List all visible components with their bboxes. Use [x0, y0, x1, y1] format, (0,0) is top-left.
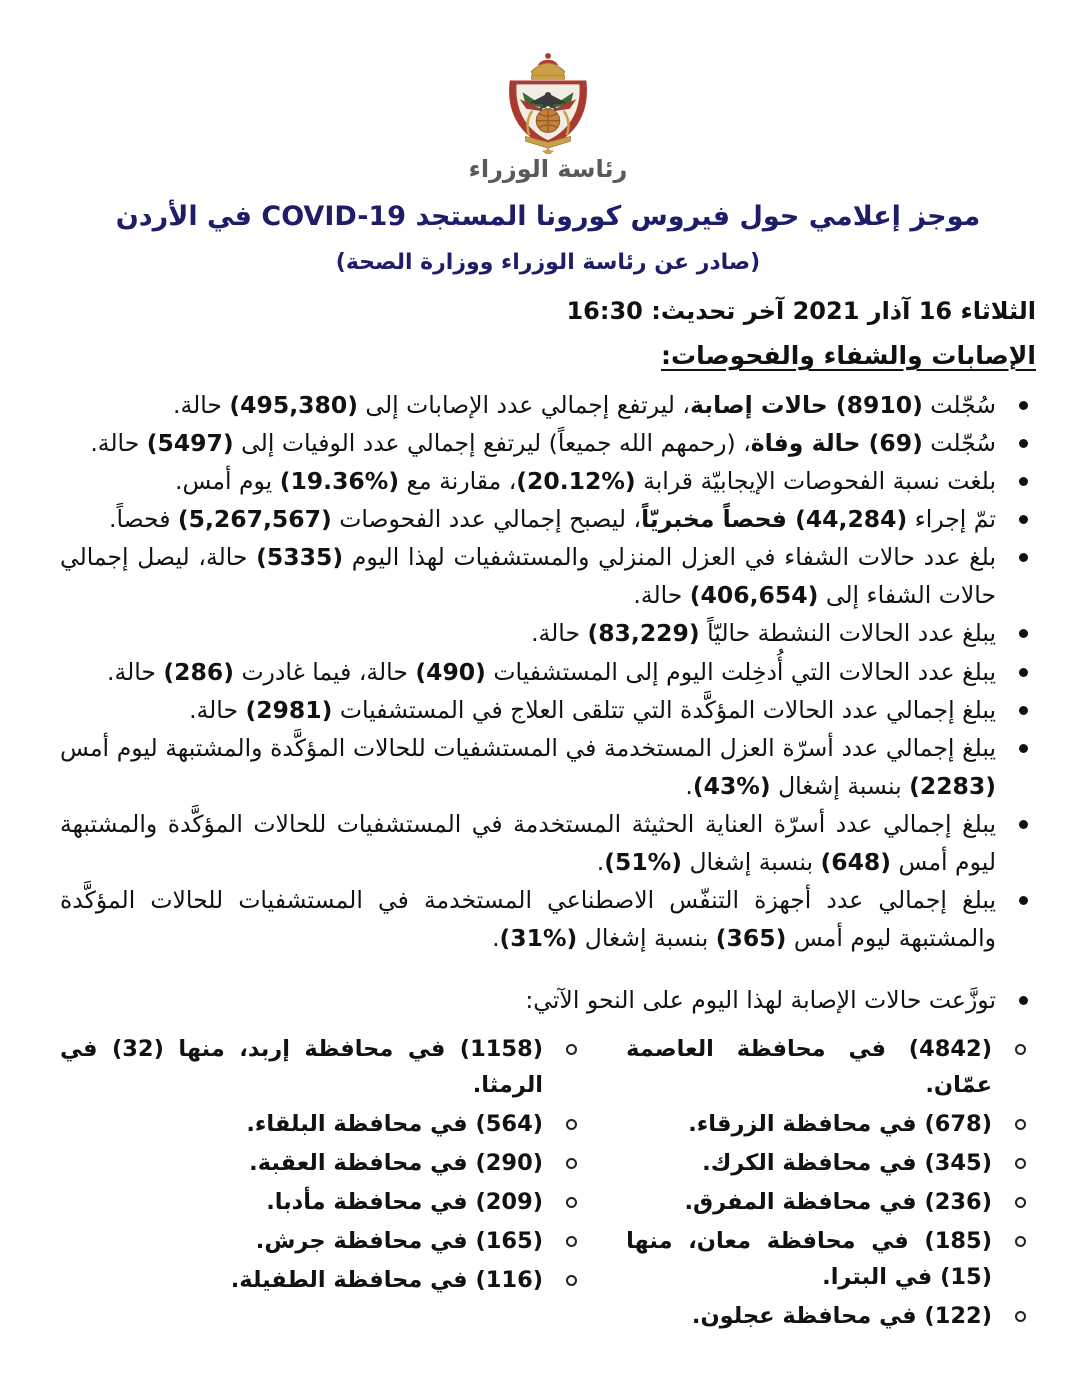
- governorate-item: [626, 1145, 1036, 1181]
- circle-bullet-icon: [566, 1275, 577, 1286]
- stat-bullet-text: يبلغ إجمالي عدد الحالات المؤكَّدة التي تتلقى العلاج في المستشفيات (2981) حالة.: [189, 695, 996, 724]
- governorate-text: (236) في محافظة المفرق.: [684, 1189, 992, 1216]
- bullet-dot-icon: [1019, 996, 1028, 1005]
- bullet-dot-icon: [1019, 820, 1028, 829]
- circle-bullet-icon: [1015, 1158, 1026, 1169]
- bullet-dot-icon: [1019, 439, 1028, 448]
- governorate-item: [626, 1106, 1036, 1142]
- stat-bullet-item: [60, 729, 1036, 805]
- stat-bullet-text: يبلغ إجمالي عدد أسرّة العناية الحثيثة المستخدمة في المستشفيات للحالات المؤكَّدة والمشتبهة ليوم أمس (648) بنسبة إشغال (%51).: [60, 809, 996, 876]
- stat-bullet-item: [60, 500, 1036, 538]
- governorate-item: [626, 1298, 1036, 1334]
- stat-bullet-text: يبلغ إجمالي عدد أسرّة العزل المستخدمة في المستشفيات للحالات المؤكَّدة والمشتبهة ليوم أمس (2283) بنسبة إشغال (%43).: [60, 733, 996, 800]
- stat-bullet-text: تمّ إجراء (44,284) فحصاً مخبريّاً، ليصبح إجمالي عدد الفحوصات (5,267,567) فحصاً.: [109, 505, 996, 534]
- stat-bullet-item: [60, 691, 1036, 729]
- stat-bullet-text: سُجّلت (69) حالة وفاة، (رحمهم الله جميعاً) ليرتفع إجمالي عدد الوفيات إلى (5497) حالة.: [90, 429, 996, 458]
- bullet-dot-icon: [1019, 896, 1028, 905]
- document-header: [60, 52, 1036, 275]
- jordan-coat-of-arms-logo: [489, 52, 607, 154]
- governorate-text: (290) في محافظة العقبة.: [249, 1150, 544, 1177]
- bullet-dot-icon: [1019, 553, 1028, 562]
- governorate-item: [60, 1184, 587, 1220]
- governorate-item: [60, 1145, 587, 1181]
- circle-bullet-icon: [1015, 1044, 1026, 1055]
- page-subtitle: (صادر عن رئاسة الوزراء ووزارة الصحة): [335, 250, 761, 276]
- bullet-dot-icon: [1019, 515, 1028, 524]
- stat-bullet-item: [60, 805, 1036, 881]
- circle-bullet-icon: [566, 1044, 577, 1055]
- governorate-text: (564) في محافظة البلقاء.: [246, 1111, 544, 1138]
- distribution-column-left: [60, 1031, 587, 1337]
- distribution-intro-text: توزَّعت حالات الإصابة لهذا اليوم على النحو الآتي:: [525, 986, 996, 1015]
- governorate-text: (165) في محافظة جرش.: [255, 1228, 544, 1255]
- bullet-dot-icon: [1019, 744, 1028, 753]
- stat-bullet-text: بلغت نسبة الفحوصات الإيجابيّة قرابة (%20.12)، مقارنة مع (%19.36) يوم أمس.: [174, 467, 996, 496]
- circle-bullet-icon: [566, 1197, 577, 1208]
- stat-bullet-item: [60, 462, 1036, 500]
- distribution-columns: [60, 1031, 1036, 1337]
- bullet-dot-icon: [1019, 668, 1028, 677]
- section-heading: الإصابات والشفاء والفحوصات:: [661, 341, 1036, 371]
- circle-bullet-icon: [1015, 1236, 1026, 1247]
- stat-bullet-text: يبلغ عدد الحالات التي أُدخِلت اليوم إلى المستشفيات (490) حالة، فيما غادرت (286) حالة.: [107, 657, 996, 686]
- circle-bullet-icon: [1015, 1197, 1026, 1208]
- governorate-item: [626, 1223, 1036, 1295]
- circle-bullet-icon: [566, 1158, 577, 1169]
- governorate-text: (4842) في محافظة العاصمة عمّان.: [626, 1036, 992, 1099]
- governorate-text: (345) في محافظة الكرك.: [702, 1150, 992, 1177]
- governorate-item: [60, 1223, 587, 1259]
- bullet-dot-icon: [1019, 706, 1028, 715]
- governorate-text: (116) في محافظة الطفيلة.: [230, 1267, 544, 1294]
- circle-bullet-icon: [1015, 1119, 1026, 1130]
- circle-bullet-icon: [1015, 1311, 1026, 1322]
- stat-bullet-text: يبلغ إجمالي عدد أجهزة التنفّس الاصطناعي المستخدمة في المستشفيات للحالات المؤكَّدة والمشتبهة ليوم أمس (365) بنسبة إشغال (%31).: [60, 885, 996, 952]
- governorate-item: [60, 1262, 587, 1298]
- governorate-text: (185) في محافظة معان، منها (15) في البترا.: [626, 1228, 992, 1291]
- governorate-text: (678) في محافظة الزرقاء.: [688, 1111, 992, 1138]
- bullet-dot-icon: [1019, 629, 1028, 638]
- section-heading-wrap: [60, 341, 1036, 370]
- governorate-item: [626, 1031, 1036, 1103]
- governorate-item: [60, 1031, 587, 1103]
- circle-bullet-icon: [566, 1119, 577, 1130]
- distribution-intro: [60, 981, 1036, 1019]
- stat-bullet-text: يبلغ عدد الحالات النشطة حاليّاً (83,229) حالة.: [531, 619, 996, 648]
- distribution-column-right: [626, 1031, 1036, 1337]
- date-line: الثلاثاء 16 آذار 2021 آخر تحديث: 16:30: [566, 297, 1036, 326]
- stat-bullet-item: [60, 538, 1036, 614]
- governorate-text: (122) في محافظة عجلون.: [691, 1303, 992, 1330]
- governorate-item: [60, 1106, 587, 1142]
- stat-bullet-item: [60, 386, 1036, 424]
- circle-bullet-icon: [566, 1236, 577, 1247]
- stat-bullet-item: [60, 614, 1036, 652]
- governorate-text: (209) في محافظة مأدبا.: [266, 1189, 544, 1216]
- stat-bullet-text: سُجّلت (8910) حالات إصابة، ليرتفع إجمالي عدد الإصابات إلى (495,380) حالة.: [173, 391, 996, 420]
- logo-caption: رئاسة الوزراء: [468, 155, 628, 183]
- governorate-item: [626, 1184, 1036, 1220]
- stat-bullet-item: [60, 653, 1036, 691]
- stat-bullet-item: [60, 881, 1036, 957]
- governorate-text: (1158) في محافظة إربد، منها (32) في الرمثا.: [60, 1036, 544, 1099]
- stat-bullet-item: [60, 424, 1036, 462]
- bullet-dot-icon: [1019, 401, 1028, 410]
- stat-bullet-text: بلغ عدد حالات الشفاء في العزل المنزلي والمستشفيات لهذا اليوم (5335) حالة، ليصل إجمالي حالات الشفاء إلى (406,654) حالة.: [60, 543, 997, 610]
- page-title: موجز إعلامي حول فيروس كورونا المستجد COVID-19 في الأردن: [115, 201, 981, 232]
- stats-bullet-list: [60, 386, 1036, 957]
- bullet-dot-icon: [1019, 477, 1028, 486]
